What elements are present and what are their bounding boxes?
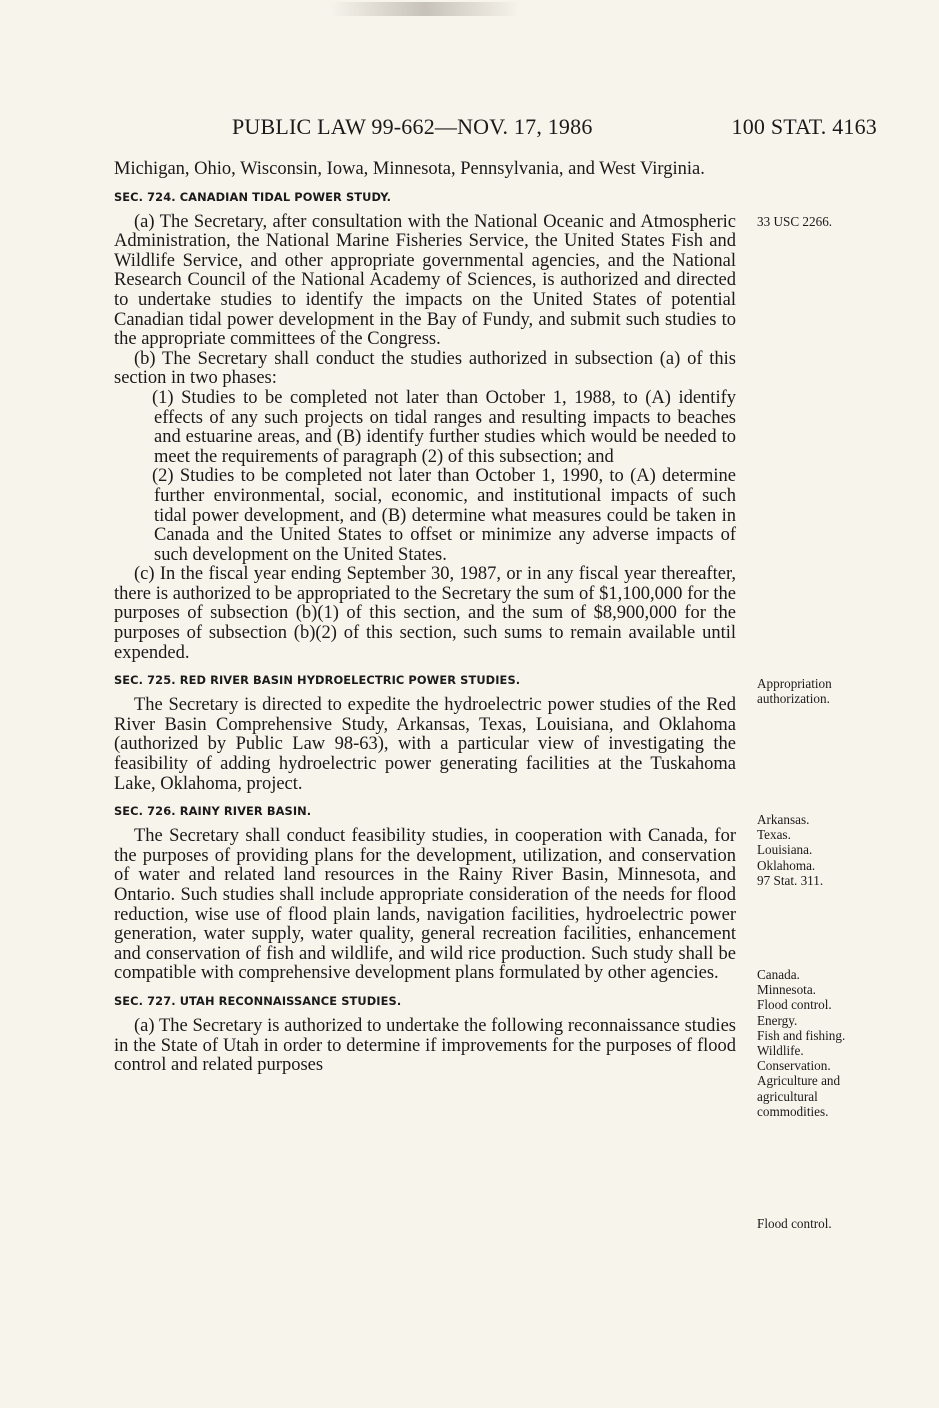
sec-726-heading: SEC. 726. RAINY RIVER BASIN. — [114, 804, 312, 819]
margin-appropriation-line: Appropriation — [757, 676, 832, 691]
margin-note-line: Oklahoma. — [757, 857, 816, 873]
sec-725-heading: SEC. 725. RED RIVER BASIN HYDROELECTRIC POWER STUDIES. — [114, 673, 521, 688]
sec-724-a: (a) The Secretary, after consultation with the National Oceanic and Atmospheric Administration, the National Marine Fisheries Service, the United States Fish and Wildlife Service, and other appropriate governmental agencies, and the National Research Council of the National Academy of Sciences, is authorized and directed to undertake studies to identify the impacts on the United States of potential Canadian tidal power development in the Bay of Fundy, and submit such studies to the appropriate committees of the Congress. — [114, 211, 736, 350]
margin-note-line: Flood control. — [757, 997, 832, 1013]
sec-724-heading: SEC. 724. CANADIAN TIDAL POWER STUDY. — [114, 189, 392, 204]
sec-725-text: The Secretary is directed to expedite the hydroelectric power studies of the Red River Basin Comprehensive Study, Arkansas, Texas, Louisiana, and Oklahoma (authorized by Public Law 98-63), with a particular view of investigating the feasibility of adding hydroelectric power generating facilities at the Tuskahoma Lake, Oklahoma, project. — [114, 695, 736, 794]
scan-smudge — [330, 2, 520, 16]
margin-note-line: Conservation. — [757, 1058, 831, 1074]
main-text-column — [114, 160, 736, 1076]
sec-724-b: (b) The Secretary shall conduct the studies authorized in subsection (a) of this section in two phases: — [114, 348, 736, 389]
margin-note-line: Canada. — [757, 967, 800, 982]
sec-727-a: (a) The Secretary is authorized to undertake the following reconnaissance studies in the State of Utah in order to determine if improvements for the purposes of flood control and related purposes — [114, 1015, 736, 1076]
sec-724-b1: (1) Studies to be completed not later than October 1, 1988, to (A) identify effects of any such projects on tidal ranges and resulting impacts to beaches and estuarine areas, and (B) identify further studies which would be needed to meet the requirements of paragraph (2) of this subsection; and — [152, 387, 736, 467]
margin-rainy-river-notes — [757, 967, 845, 1119]
page-header — [232, 114, 877, 144]
margin-note-line: agricultural — [757, 1088, 818, 1104]
sec-727-heading: SEC. 727. UTAH RECONNAISSANCE STUDIES. — [114, 993, 402, 1008]
margin-note-line: Wildlife. — [757, 1043, 804, 1059]
margin-note-line: Louisiana. — [757, 842, 813, 858]
margin-utah-flood-control: Flood control. — [757, 1216, 832, 1231]
margin-red-river-notes — [757, 812, 823, 888]
sec-724-c: (c) In the fiscal year ending September 30, 1987, or in any fiscal year thereafter, there is authorized to be appropriated to the Secretary the sum of $1,100,000 for the purposes of subsection (b)(1) of this section, and the sum of $8,900,000 for the purposes of subsection (b)(2) of this section, such sums to remain available until expended. — [114, 564, 736, 663]
margin-note-line: Texas. — [757, 827, 791, 843]
margin-note-line: 97 Stat. 311. — [757, 872, 824, 888]
header-public-law: PUBLIC LAW 99-662—NOV. 17, 1986 — [232, 114, 593, 139]
margin-appropriation — [757, 676, 832, 706]
margin-note-line: Arkansas. — [757, 812, 810, 827]
margin-usc-citation: 33 USC 2266. — [757, 214, 833, 229]
margin-appropriation-line: authorization. — [757, 691, 830, 707]
margin-note-line: Minnesota. — [757, 982, 816, 998]
sec-724-b2: (2) Studies to be completed not later than October 1, 1990, to (A) determine further environmental, social, economic, and institutional impacts of such tidal power development, and (B) determine what measures could be taken in Canada and the United States to offset or minimize any adverse impacts of such development on the United States. — [152, 466, 736, 565]
margin-note-line: Agriculture and — [757, 1073, 841, 1089]
sec-726-text: The Secretary shall conduct feasibility studies, in cooperation with Canada, for the purposes of providing plans for the development, utilization, and conservation of water and related land resources in the Rainy River Basin, Minnesota, and Ontario. Such studies shall include appropriate consideration of the needs for flood reduction, wise use of flood plain lands, navigation facilities, hydroelectric power generation, water supply, water quality, general recreation facilities, enhancement and conservation of fish and wildlife, and wild rice production. Such study shall be compatible with comprehensive development plans formulated by other agencies. — [114, 826, 736, 984]
intro-continuation: Michigan, Ohio, Wisconsin, Iowa, Minnesota, Pennsylvania, and West Virginia. — [114, 159, 705, 179]
margin-note-line: commodities. — [757, 1103, 829, 1119]
margin-note-line: Energy. — [757, 1012, 798, 1028]
margin-note-line: Fish and fishing. — [757, 1027, 846, 1043]
header-stat-page: 100 STAT. 4163 — [731, 114, 877, 139]
